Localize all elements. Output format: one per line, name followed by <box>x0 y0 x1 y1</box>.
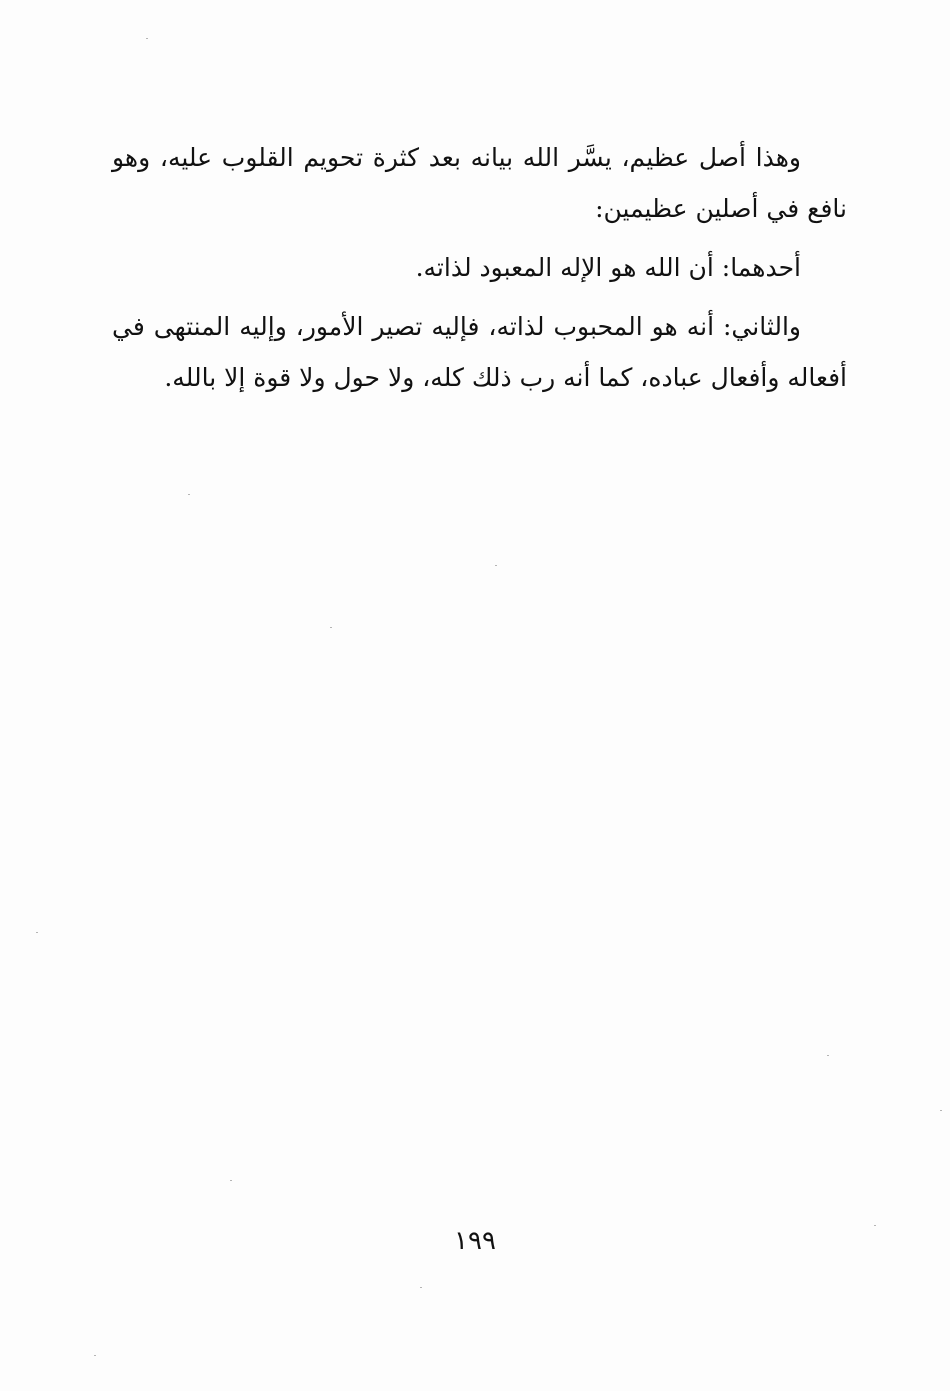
scan-speck <box>230 1180 232 1181</box>
page-body-text <box>112 132 847 403</box>
scan-speck <box>330 627 332 628</box>
page-number: ١٩٩ <box>454 1226 496 1256</box>
scan-speck <box>827 1055 829 1056</box>
scan-speck <box>420 1287 422 1288</box>
scan-speck <box>874 1225 876 1226</box>
scan-speck <box>940 1110 942 1111</box>
paragraph-second-point: والثاني: أنه هو المحبوب لذاته، فإليه تصير الأمور، وإليه المنتهى في أفعاله وأفعال عباده، كما أنه رب ذلك كله، ولا حول ولا قوة إلا بالله. <box>112 312 847 392</box>
scan-speck <box>188 494 190 495</box>
scan-speck <box>36 932 38 933</box>
paragraph-first-point: أحدهما: أن الله هو الإله المعبود لذاته. <box>415 253 801 282</box>
paragraph-principle: وهذا أصل عظيم، يسَّر الله بيانه بعد كثرة تحويم القلوب عليه، وهو نافع في أصلين عظيمين: <box>112 143 847 223</box>
scan-speck <box>94 1355 96 1356</box>
scan-speck <box>146 38 148 39</box>
scan-speck <box>495 565 497 566</box>
